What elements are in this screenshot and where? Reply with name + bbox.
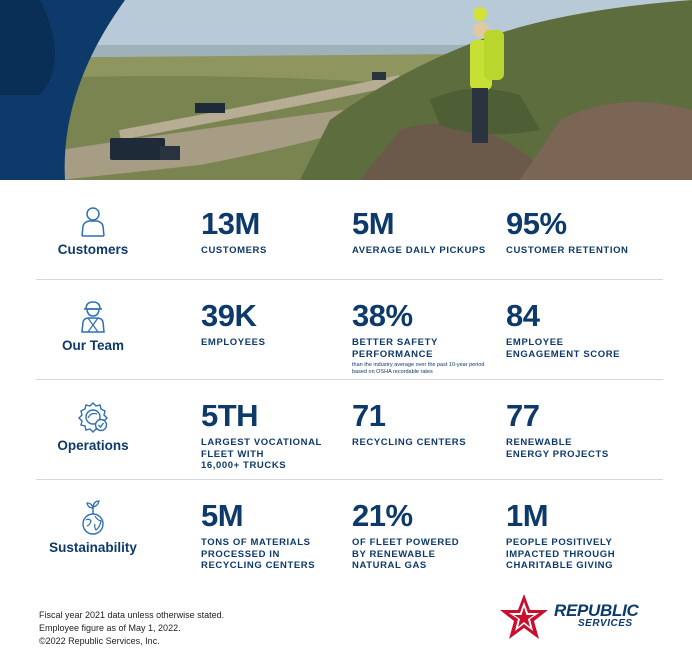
stat-caption: PEOPLE POSITIVELY IMPACTED THROUGH CHARITABLE GIVING	[506, 537, 616, 571]
worker-icon	[79, 300, 107, 334]
stat-daily-pickups	[352, 208, 486, 257]
republic-services-logo	[497, 592, 667, 642]
logo-name: REPUBLIC	[554, 601, 639, 620]
stat-caption: RECYCLING CENTERS	[352, 437, 467, 448]
stat-value: 77	[506, 398, 540, 433]
stat-renewable-energy	[506, 400, 609, 460]
stat-value: 1M	[506, 498, 549, 533]
stat-caption: CUSTOMER RETENTION	[506, 245, 629, 256]
hero-photo	[0, 0, 692, 180]
stat-caption: OF FLEET POWERED BY RENEWABLE NATURAL GAS	[352, 537, 460, 571]
stat-engagement-score	[506, 300, 620, 360]
stat-people-impacted	[506, 500, 615, 572]
stat-safety-performance	[352, 300, 492, 376]
section-operations	[36, 379, 663, 480]
stat-tons-materials	[201, 500, 315, 572]
stat-value: 95%	[506, 206, 567, 241]
category-label: Sustainability	[49, 540, 137, 555]
stat-value: 5TH	[201, 398, 259, 433]
stat-recycling-centers	[352, 400, 466, 449]
section-customers	[36, 180, 663, 280]
stat-vocational-fleet	[201, 400, 322, 472]
category-label: Operations	[57, 438, 129, 453]
stat-caption: BETTER SAFETY PERFORMANCE	[352, 337, 438, 360]
stat-value: 71	[352, 398, 386, 433]
stat-footnote: than the industry average over the past 10-year period based on OSHA recordable rates	[352, 362, 485, 375]
category-label: Our Team	[61, 338, 124, 353]
category-customers	[36, 206, 150, 257]
stat-value: 21%	[352, 498, 413, 533]
stat-employees	[201, 300, 266, 349]
category-operations	[36, 400, 150, 453]
stat-value: 5M	[201, 498, 244, 533]
stat-customer-retention	[506, 208, 629, 257]
star-logo-icon	[497, 592, 551, 642]
gear-check-icon	[76, 400, 110, 434]
section-our-team	[36, 279, 663, 380]
section-sustainability	[36, 479, 663, 590]
stat-caption: CUSTOMERS	[201, 245, 267, 256]
logo-sub: SERVICES	[578, 618, 633, 629]
stat-fleet-rng	[352, 500, 459, 572]
stat-caption: EMPLOYEES	[201, 337, 266, 348]
stat-customers	[201, 208, 267, 257]
stat-caption: AVERAGE DAILY PICKUPS	[352, 245, 486, 256]
globe-sprout-icon	[79, 500, 107, 536]
copyright: ©2022 Republic Services, Inc.	[39, 636, 160, 646]
footnote-employee-figure: Employee figure as of May 1, 2022.	[39, 623, 181, 633]
stat-caption: LARGEST VOCATIONAL FLEET WITH 16,000+ TRUCKS	[201, 437, 322, 471]
stat-caption: RENEWABLE ENERGY PROJECTS	[506, 437, 609, 460]
landscape-illustration	[0, 0, 692, 180]
stat-value: 38%	[352, 298, 413, 333]
stat-value: 84	[506, 298, 540, 333]
stat-value: 5M	[352, 206, 395, 241]
footnotes	[39, 609, 224, 648]
category-label: Customers	[57, 242, 129, 257]
stat-value: 13M	[201, 206, 260, 241]
stat-caption: EMPLOYEE ENGAGEMENT SCORE	[506, 337, 621, 360]
stat-value: 39K	[201, 298, 257, 333]
category-our-team	[36, 300, 150, 353]
footnote-fiscal-year: Fiscal year 2021 data unless otherwise stated.	[39, 610, 225, 620]
stat-caption: TONS OF MATERIALS PROCESSED IN RECYCLING CENTERS	[201, 537, 316, 571]
category-sustainability	[36, 500, 150, 555]
person-icon	[80, 206, 106, 238]
